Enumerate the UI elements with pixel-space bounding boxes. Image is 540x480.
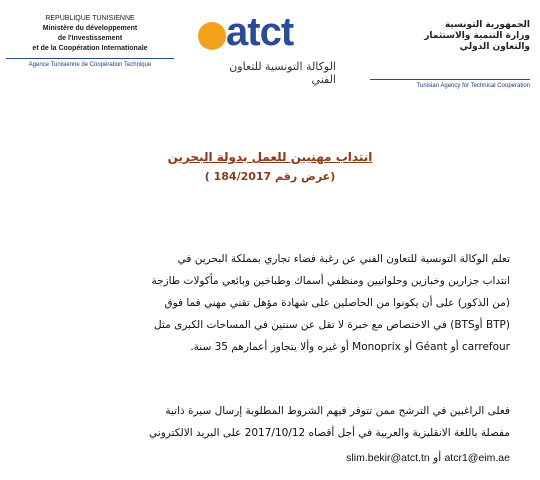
arabic-header-line: الجمهورية التونسية: [444, 20, 530, 30]
french-agency-name: Agence Tunisienne de Coopération Technique: [28, 62, 152, 68]
paragraph-line: تعلم الوكالة التونسية للتعاون الفني عن رغبة فضاء تجاري بمملكة البحرين في: [177, 253, 510, 265]
french-header: [6, 14, 174, 68]
paragraph-line: فعلى الراغبين في الترشح ممن تتوفر فيهم الشروط المطلوبة إرسال سيرة ذاتية: [165, 405, 510, 417]
logo-arabic-name: الوكالة التونسية للتعاون الفني: [229, 60, 336, 86]
atct-logo: [198, 8, 338, 86]
logo-wordmark: atct: [226, 10, 294, 54]
paragraph-line: (من الذكور) على أن يكونوا من الحاصلين على شهادة مؤهل تقني مهني فما فوق: [164, 297, 510, 309]
french-header-line: Ministère du développement: [42, 25, 138, 32]
announcement-paragraph: [40, 248, 510, 358]
french-header-line: et de la Coopération Internationale: [32, 45, 148, 52]
arabic-header-line: والتعاون الدولي: [459, 42, 530, 52]
divider: [370, 79, 530, 80]
contact-emails: [210, 448, 510, 468]
email-connector: أو: [433, 452, 442, 464]
email-link[interactable]: slim.bekir@atct.tn: [346, 452, 430, 464]
logo-circle-icon: [198, 22, 226, 50]
french-header-line: de l'Investissement: [57, 35, 123, 42]
arabic-header-line: وزارة التنمية والاستثمار: [424, 31, 530, 41]
english-agency-name: Tunisian Agency for Technical Cooperation: [416, 83, 530, 89]
application-paragraph: [40, 400, 510, 444]
paragraph-line: carrefour أو Géant أو Monoprix أو غيره وألا يتجاوز أعمارهم 35 سنة.: [190, 341, 510, 353]
paragraph-line: مفصلة باللغة الانقليزية والعربية في أجل أقصاه 2017/10/12 على البريد الالكتروني: [149, 427, 510, 439]
paragraph-line: (BTP أوBTS) في الاختصاص مع خبرة لا تقل عن سنتين في المساحات الكبرى مثل: [153, 319, 510, 331]
paragraph-line: انتداب جزارين وخبازين وحلوانيين ومنظفي أسماك وطباخين وبائعي مأكولات طازجة: [151, 275, 510, 287]
offer-number: (عرض رقم 184/2017 ): [204, 170, 336, 183]
french-header-line: REPUBLIQUE TUNISIENNE: [45, 15, 135, 22]
letterhead: [0, 0, 540, 120]
divider: [6, 58, 174, 59]
announcement-title: انتداب مهنيين للعمل بدولة البحرين: [167, 150, 373, 164]
email-link[interactable]: atcr1@eim.ae: [444, 452, 510, 464]
arabic-header: [370, 20, 530, 89]
